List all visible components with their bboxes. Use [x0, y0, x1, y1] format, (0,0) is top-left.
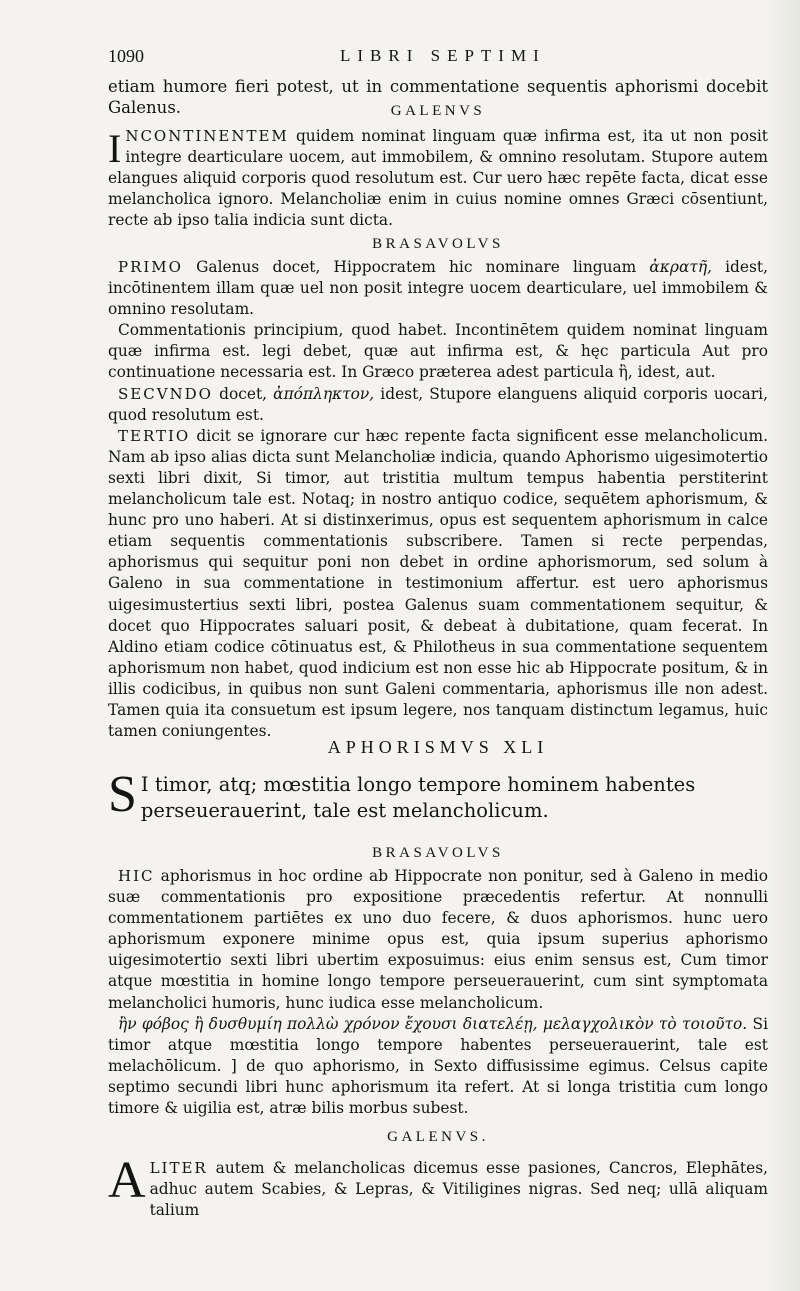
section-heading-brasavolus: BRASAVOLVS: [372, 845, 504, 861]
lead-word: LITER: [149, 1159, 208, 1177]
aphorism-heading: APHORISMVS XLI: [327, 737, 549, 757]
paragraph-text: I timor, atq; mœstitia longo tempore hominem habentes perseuerauerint, tale est melancholicum.: [140, 773, 696, 822]
paragraph-text: Galenus docet, Hippocratem hic nominare linguam: [196, 258, 637, 276]
lead-word: NCONTINENTEM: [125, 127, 289, 145]
page-number: 1090: [108, 46, 144, 66]
paragraph-text: dicit se ignorare cur hæc repente facta significent esse melancholicum. Nam ab ipso alias dicta sunt Melancholiæ indicia, quando Aphorismo uigesimotertio sexti libri dixit, Si timor, aut tristitia multum tempus habentia perstiterint melancholicum tale est. Notaq; in nostro antiquo codice, sequētem aphorismum, & hunc pro uno haberi. At si distinxerimus, opus est sequentem aphorismum in calce etiam sequentis commentationis subscribere. Tamen si recte perpendas, aphorismus qui sequitur poni non debet in ordine aphorismorum, sed solum à Galeno in sua commentatione in testimonium affertur. est uero aphorismus uigesimustertius sexti libri, postea Galenus suam commentationem sequitur, & docet quo Hippocrates saluari posit, & debeat à dubitatione, quam fecerat. In Aldino etiam codice cōtinuatus est, & Philotheus in sua commentatione sequentem aphorismum non habet, quod indicium est non esse hic ab Hippocrate positum, & in illis codicibus, in quibus non sunt Galeni commentaria, aphorismus ille non adest. Tamen quia ita consuetum est ipsum legere, nos tanquam distinctum legamus, huic tamen coniungentes.: [108, 426, 768, 741]
paragraph-text: docet,: [219, 384, 268, 403]
page-header: [108, 46, 748, 70]
paragraph-text: aphorismus in hoc ordine ab Hippocrate non ponitur, sed à Galeno in medio suæ commentationis pro expositione præcedentis refertur. At nonnulli commentationem partiētes ex uno duo fecere, & duos aphorismos. hunc uero aphorismum exponere minime opus est, quia ipsum superius aphorismo uigesimotertio sexti libri ubertim exposuimus: eius enim sensus est, Cum timor atque mœstitia in homine longo tempore perseuerauerint, cum sint symptomata melancholici humoris, hunc iudica esse melancholicum.: [108, 867, 768, 1012]
intro-line: etiam humore fieri potest, ut in commentatione sequentis aphorismi docebit Galenus.: [108, 77, 768, 118]
drop-cap: A: [108, 1152, 146, 1209]
brasavolus-section-2: [108, 842, 768, 1119]
lead-word: HIC: [118, 867, 155, 885]
galenus-paragraph: [108, 1152, 768, 1221]
brasavolus-section-1: [108, 233, 768, 742]
galenus-section-1: [108, 100, 768, 231]
running-title: LIBRI SEPTIMI: [340, 46, 546, 65]
greek-word: ἀκρατῆ,: [649, 258, 712, 276]
hic-paragraph: [108, 866, 768, 1014]
lead-word: TERTIO: [118, 426, 191, 445]
page-edge-shadow: [766, 0, 800, 1291]
galenus-section-2: [108, 1126, 768, 1221]
aphorismus-section: [108, 736, 768, 824]
greek-word: ἀπόπληκτον,: [273, 384, 375, 403]
drop-cap: I: [108, 126, 122, 171]
tertio-paragraph: [108, 426, 768, 742]
primo-paragraph: [108, 257, 768, 320]
lead-word: PRIMO: [118, 258, 183, 276]
galenus-paragraph: [108, 126, 768, 231]
drop-cap: S: [108, 766, 137, 823]
paragraph-text: idest, incōtinentem illam quæ uel non posit integre uocem dearticulare, uel immobilem & omnino resolutam.: [108, 258, 768, 319]
section-heading-galenus: GALENVS.: [387, 1129, 489, 1145]
paragraph-text: autem & melancholicas dicemus esse pasiones, Cancros, Elephātes, adhuc autem Scabies, & Lepras, & Vitiligines nigras. Sed neq; ullā aliquam talium: [149, 1159, 768, 1220]
paragraph-text: Si timor atque mœstitia longo tempore habentes perseuerauerint, tale est melachōlicum. ] de quo aphorismo, in Sexto diffusissime egimus. Celsus capite septimo secundi libri hunc aphorismum ita refert. At si longa tristitia cum longo timore & uigilia est, atræ bilis morbus subest.: [108, 1014, 768, 1118]
commentationis-paragraph: Commentationis principium, quod habet. Incontinētem quidem nominat linguam quæ infirma est. legi debet, quæ aut infirma est, & hęc particula Aut pro continuatione necessaria est. In Græco præterea adest particula ἢ, idest, aut.: [108, 321, 768, 382]
aphorism-text: [108, 766, 768, 824]
greek-quote: ἢν φόβος ἢ δυσθυμίη πολλὼ χρόνον ἔχουσι διατελέῃ, μελαγχολικὸν τὸ τοιοῦτο.: [118, 1014, 748, 1033]
paragraph-text: quidem nominat linguam quæ infirma est, ita ut non posit integre dearticulare uocem, aut immobilem, & omnino resolutam. Stupore autem elangues aliquid corporis quod resolutum est. Cur uero hæc repēte facta, dicat esse melancholica ignoro. Melancholiæ enim in cuius nomine omnes Græci cōsentiunt, recte ab ipso talia indicia sunt dicta.: [108, 127, 768, 230]
section-heading-brasavolus: BRASAVOLVS: [372, 236, 504, 252]
secundo-paragraph: [108, 384, 768, 426]
paragraph-text: idest, Stupore elanguens aliquid corporis uocari, quod resolutum est.: [108, 384, 768, 424]
lead-word: SECVNDO: [118, 384, 213, 403]
greek-paragraph: [108, 1014, 768, 1119]
section-heading-galenus: GALENVS: [390, 103, 486, 119]
